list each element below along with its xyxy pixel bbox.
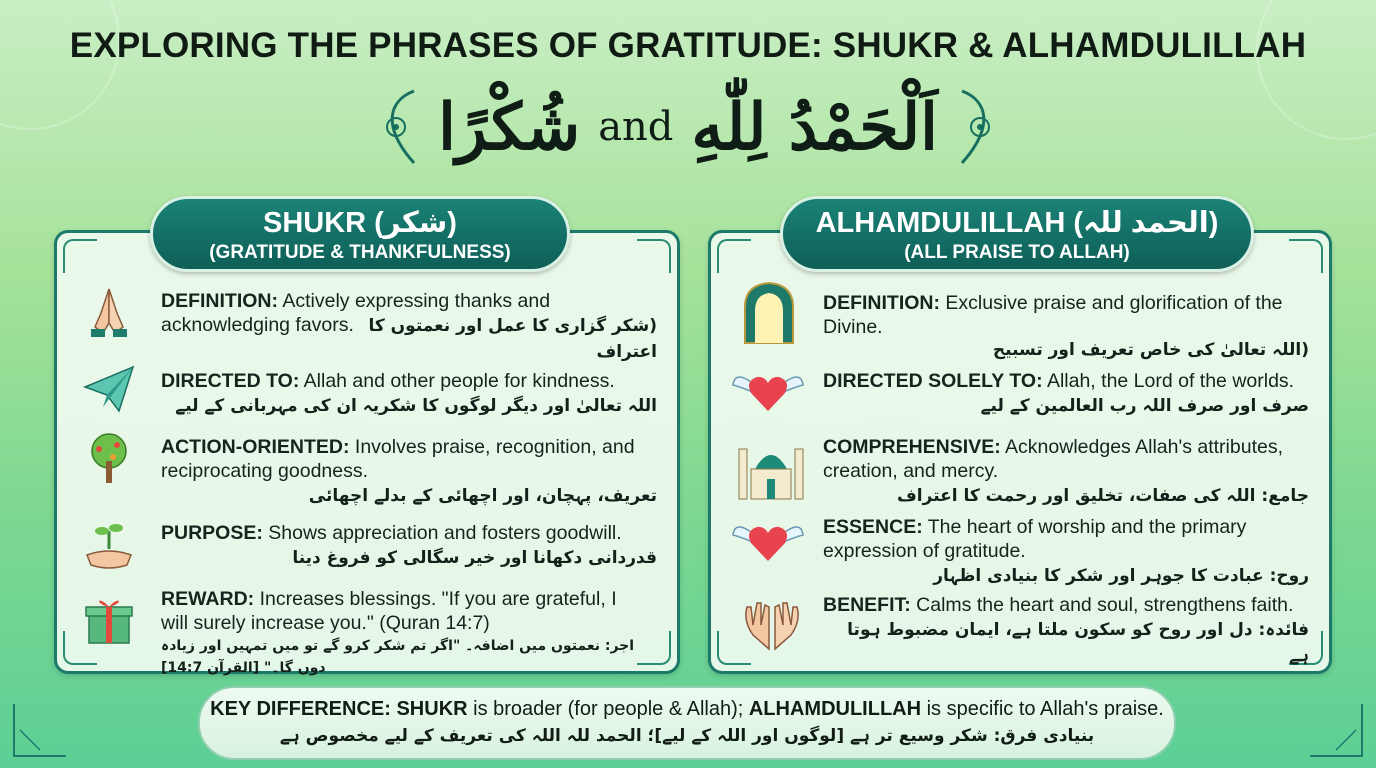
item-description: Exclusive praise and glorification of the Divine. [823, 292, 1283, 338]
item-label: DEFINITION: [161, 290, 278, 312]
item-urdu: (شکر گزاری کا عمل اور نعمتوں کا اعتراف [368, 316, 657, 362]
corner-ornament [1289, 239, 1323, 273]
item-text [161, 521, 657, 571]
item-text [161, 435, 657, 509]
item-text [823, 369, 1309, 419]
shukr-panel [54, 230, 680, 674]
item-urdu: جامع: اللہ کی صفات، تخلیق اور رحمت کا اعتراف [897, 486, 1309, 506]
item-description: Increases blessings. "If you are grateful, I will surely increase you." (Quran 14:7) [161, 588, 617, 634]
paper-plane-icon [81, 361, 137, 417]
alhamdulillah-panel [708, 230, 1332, 674]
item-urdu: فائدہ: دل اور روح کو سکون ملتا ہے، ایمان مضبوط ہوتا ہے [847, 620, 1309, 666]
item-description: Involves praise, recognition, and reciprocating goodness. [161, 436, 635, 482]
alhamdulillah-banner [780, 196, 1254, 272]
key-difference-urdu: بنیادی فرق: شکر وسیع تر ہے [لوگوں اور اللہ کے لیے]؛ الحمد للہ اللہ کی تعریف کے لیے مخصوص ہے [279, 726, 1095, 746]
shukr-subtitle: (GRATITUDE & THANKFULNESS) [209, 242, 511, 263]
alhamdulillah-calligraphy: اَلْحَمْدُ لِلّٰهِ [691, 89, 938, 165]
item-urdu: روح: عبادت کا جوہر اور شکر کا بنیادی اظہار [933, 566, 1309, 586]
item-text [823, 593, 1309, 669]
item-description: Allah, the Lord of the worlds. [1042, 370, 1295, 392]
left-ornament-bracket-icon [374, 87, 420, 167]
item-label: ACTION-ORIENTED: [161, 436, 350, 458]
calligraphy-connector: and [598, 104, 674, 150]
item-urdu: اجر: نعمتوں میں اضافہ۔ "اگر تم شکر کرو گے تو میں تمہیں اور زیادہ دوں گا۔" [القرآن 14:7] [161, 638, 635, 676]
item-description: Actively expressing thanks and acknowledging favors. [161, 290, 551, 336]
item-label: DEFINITION: [823, 292, 940, 314]
shukr-title: SHUKR (شکر) [263, 207, 457, 239]
mosque-icon [735, 435, 807, 501]
open-hands-icon [739, 595, 805, 651]
key-difference-middle: is broader (for people & Allah); [467, 698, 749, 720]
item-text [823, 515, 1309, 589]
item-text [161, 289, 657, 365]
item-urdu: اللہ تعالیٰ اور دیگر لوگوں کا شکریہ ان کی مہربانی کے لیے [175, 396, 657, 416]
right-ornament-bracket-icon [956, 87, 1002, 167]
key-difference-box [198, 686, 1176, 760]
shukr-term: SHUKR [396, 698, 468, 720]
item-urdu: قدردانی دکھانا اور خیر سگالی کو فروغ دینا [292, 548, 657, 568]
key-difference-label: KEY DIFFERENCE: [210, 698, 391, 720]
item-description: Acknowledges Allah's attributes, creation, and mercy. [823, 436, 1284, 482]
alhamdulillah-subtitle: (ALL PRAISE TO ALLAH) [904, 242, 1130, 263]
item-label: ESSENCE: [823, 516, 923, 538]
item-label: DIRECTED TO: [161, 370, 300, 392]
item-label: REWARD: [161, 588, 255, 610]
mihrab-icon [739, 281, 799, 345]
item-description: Calms the heart and soul, strengthens faith. [910, 594, 1294, 616]
item-description: The heart of worship and the primary expression of gratitude. [823, 516, 1247, 562]
winged-heart-icon [731, 365, 805, 417]
shukran-calligraphy: شُكْرًا [438, 89, 581, 165]
item-text [823, 291, 1309, 363]
key-difference-end: is specific to Allah's praise. [921, 698, 1164, 720]
praying-hands-icon [81, 283, 137, 339]
gift-box-icon [81, 591, 137, 647]
winged-heart-icon [731, 515, 805, 567]
item-urdu: تعریف، پہچان، اور اچھائی کے بدلے اچھائی [308, 486, 657, 506]
item-urdu: (اللہ تعالیٰ کی خاص تعریف اور تسبیح [992, 340, 1309, 360]
corner-ornament [63, 239, 97, 273]
corner-ornament [717, 239, 751, 273]
page-title: EXPLORING THE PHRASES OF GRATITUDE: SHUKR & ALHAMDULILLAH [69, 26, 1307, 65]
frame-corner-ornament-icon [1306, 700, 1366, 760]
item-urdu: صرف اور صرف اللہ رب العالمین کے لیے [980, 396, 1309, 416]
item-text [161, 369, 657, 419]
item-description: Shows appreciation and fosters goodwill. [262, 522, 622, 544]
item-description: Allah and other people for kindness. [299, 370, 615, 392]
sprout-in-hand-icon [81, 517, 137, 573]
item-label: DIRECTED SOLELY TO: [823, 370, 1043, 392]
alhamdulillah-title: ALHAMDULILLAH (الحمد للہ) [815, 207, 1219, 239]
item-text [823, 435, 1309, 509]
item-label: COMPREHENSIVE: [823, 436, 1001, 458]
tree-icon [81, 431, 137, 487]
item-label: PURPOSE: [161, 522, 263, 544]
shukr-banner [150, 196, 570, 272]
item-text [161, 587, 657, 679]
calligraphy-heading [0, 82, 1376, 172]
alhamdulillah-term: ALHAMDULILLAH [748, 698, 922, 720]
item-label: BENEFIT: [823, 594, 911, 616]
corner-ornament [637, 239, 671, 273]
frame-corner-ornament-icon [10, 700, 70, 760]
